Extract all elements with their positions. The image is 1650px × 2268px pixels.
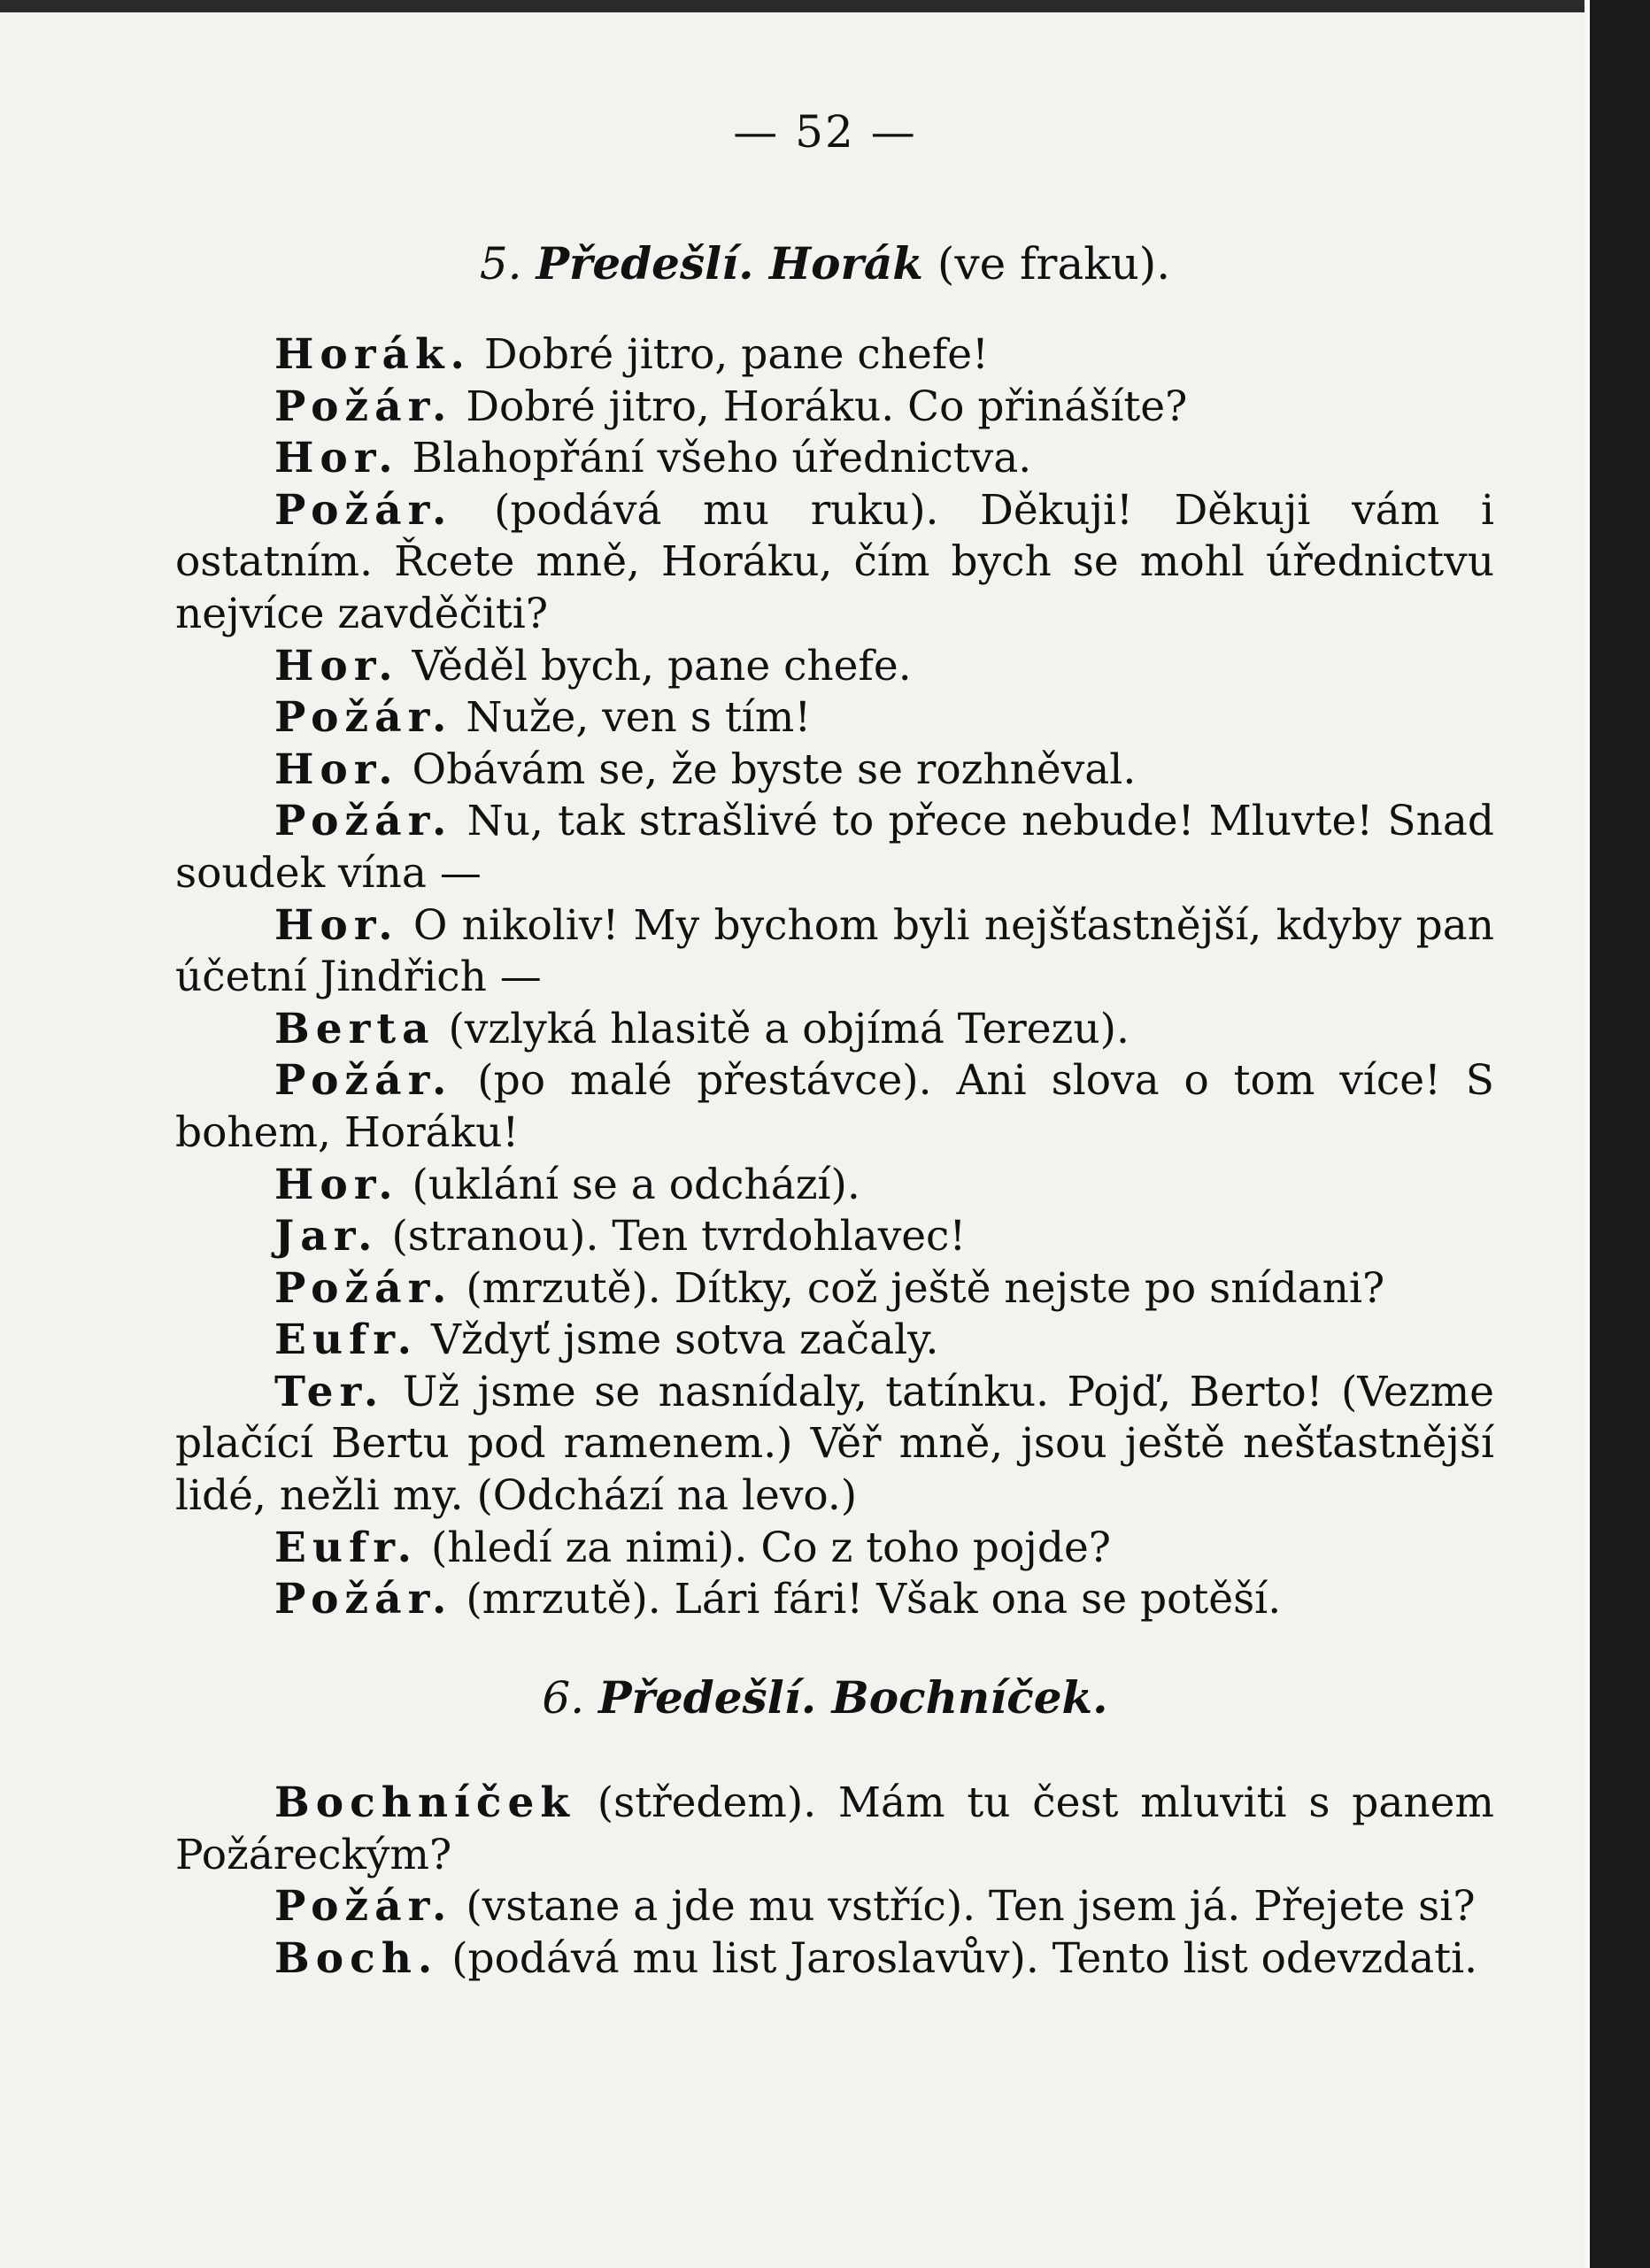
line-text: (po malé přestávce). Ani slova o tom více! S bohem, Horáku! bbox=[175, 1056, 1494, 1157]
speaker-name: Hor. bbox=[274, 744, 399, 794]
dialogue-line bbox=[175, 485, 1494, 641]
line-text: (středem). Mám tu čest mluviti s panem Požáreckým? bbox=[175, 1778, 1494, 1879]
dialogue-line bbox=[175, 1881, 1494, 1933]
line-text: (mrzutě). Dítky, což ještě nejste po snídani? bbox=[466, 1263, 1385, 1313]
dialogue-line bbox=[175, 1211, 1494, 1263]
dialogue-line bbox=[175, 382, 1494, 434]
line-text: Dobré jitro, Horáku. Co přinášíte? bbox=[466, 382, 1188, 431]
line-text: Vždyť jsme sotva začaly. bbox=[430, 1315, 939, 1365]
speaker-name: Hor. bbox=[274, 900, 399, 950]
dialogue-line bbox=[175, 1315, 1494, 1367]
dialogue-line bbox=[175, 1574, 1494, 1626]
speaker-name: Bochníček bbox=[274, 1778, 575, 1827]
dialogue-line bbox=[175, 744, 1494, 797]
line-text: (stranou). Ten tvrdohlavec! bbox=[391, 1212, 967, 1261]
scan-top-edge bbox=[0, 0, 1650, 12]
dialogue-line bbox=[175, 1055, 1494, 1159]
line-text: Obávám se, že byste se rozhněval. bbox=[412, 744, 1137, 794]
speaker-name: Horák. bbox=[274, 330, 471, 379]
line-text: (hledí za nimi). Co z toho pojde? bbox=[430, 1523, 1111, 1572]
dialogue-line bbox=[175, 796, 1494, 899]
speaker-name: Hor. bbox=[274, 1160, 399, 1209]
speaker-name: Požár. bbox=[274, 1263, 453, 1313]
speaker-name: Požár. bbox=[274, 797, 453, 846]
speaker-name: Hor. bbox=[274, 641, 399, 690]
scene-5-dialogue bbox=[175, 329, 1494, 1626]
dialogue-line bbox=[175, 641, 1494, 693]
line-text: Nu, tak strašlivé to přece nebude! Mluvte! Snad soudek vína — bbox=[175, 797, 1494, 898]
speaker-name: Požár. bbox=[274, 1882, 453, 1932]
speaker-name: Požár. bbox=[274, 382, 453, 431]
line-text: (uklání se a odchází). bbox=[412, 1160, 860, 1209]
line-text: Už jsme se nasnídaly, tatínku. Pojď, Berto! (Vezme plačící Bertu pod ramenem.) Věř mně, jsou ještě nešťastnější lidé, nežli my. (Odchází na levo.) bbox=[175, 1367, 1494, 1521]
scene-characters: Předešlí. Bochníček. bbox=[598, 1671, 1108, 1724]
speaker-name: Ter. bbox=[274, 1367, 385, 1416]
dialogue-line bbox=[175, 692, 1494, 744]
line-text: Blahopřání všeho úřednictva. bbox=[412, 434, 1032, 483]
line-text: O nikoliv! My bychom byli nejšťastnější, kdyby pan účetní Jindřich — bbox=[175, 900, 1494, 1002]
scene-5-heading bbox=[0, 237, 1650, 289]
line-text: (vstane a jde mu vstříc). Ten jsem já. Přejete si? bbox=[466, 1882, 1476, 1932]
scene-6-dialogue bbox=[175, 1778, 1494, 1985]
speaker-name: Berta bbox=[274, 1004, 436, 1053]
page-number: — 52 — bbox=[733, 106, 917, 158]
speaker-name: Boch. bbox=[274, 1933, 439, 1983]
speaker-name: Jar. bbox=[274, 1212, 379, 1261]
line-text: (podává mu ruku). Děkuji! Děkuji vám i ostatním. Řcete mně, Horáku, čím bych se mohl úřednictvu nejvíce zavděčiti? bbox=[175, 485, 1494, 638]
line-text: Věděl bych, pane chefe. bbox=[412, 641, 912, 690]
dialogue-line bbox=[175, 1933, 1494, 1986]
speaker-name: Požár. bbox=[274, 693, 453, 743]
line-text: (vzlyká hlasitě a objímá Terezu). bbox=[448, 1004, 1130, 1053]
dialogue-line bbox=[175, 1367, 1494, 1523]
line-text: (mrzutě). Lári fári! Však ona se potěší. bbox=[466, 1575, 1282, 1624]
line-text: (podává mu list Jaroslavův). Tento list odevzdati. bbox=[451, 1933, 1478, 1983]
speaker-name: Eufr. bbox=[274, 1523, 419, 1572]
speaker-name: Eufr. bbox=[274, 1315, 419, 1365]
scene-characters: Předešlí. Horák bbox=[536, 237, 923, 289]
dialogue-line bbox=[175, 1160, 1494, 1212]
speaker-name: Požár. bbox=[274, 1056, 453, 1106]
line-text: Nuže, ven s tím! bbox=[466, 693, 812, 743]
scene-number: 6. bbox=[542, 1672, 585, 1724]
dialogue-line bbox=[175, 900, 1494, 1004]
dialogue-line bbox=[175, 329, 1494, 382]
line-text: Dobré jitro, pane chefe! bbox=[483, 330, 989, 379]
speaker-name: Hor. bbox=[274, 434, 399, 483]
speaker-name: Požár. bbox=[274, 1575, 453, 1624]
scene-6-heading bbox=[0, 1671, 1650, 1724]
dialogue-line bbox=[175, 1778, 1494, 1881]
dialogue-line bbox=[175, 433, 1494, 485]
scene-number: 5. bbox=[479, 238, 522, 289]
scan-right-edge bbox=[1590, 0, 1650, 2268]
dialogue-line bbox=[175, 1263, 1494, 1315]
scene-note: (ve fraku). bbox=[937, 238, 1171, 289]
dialogue-line bbox=[175, 1523, 1494, 1575]
dialogue-line bbox=[175, 1004, 1494, 1056]
speaker-name: Požár. bbox=[274, 485, 453, 535]
